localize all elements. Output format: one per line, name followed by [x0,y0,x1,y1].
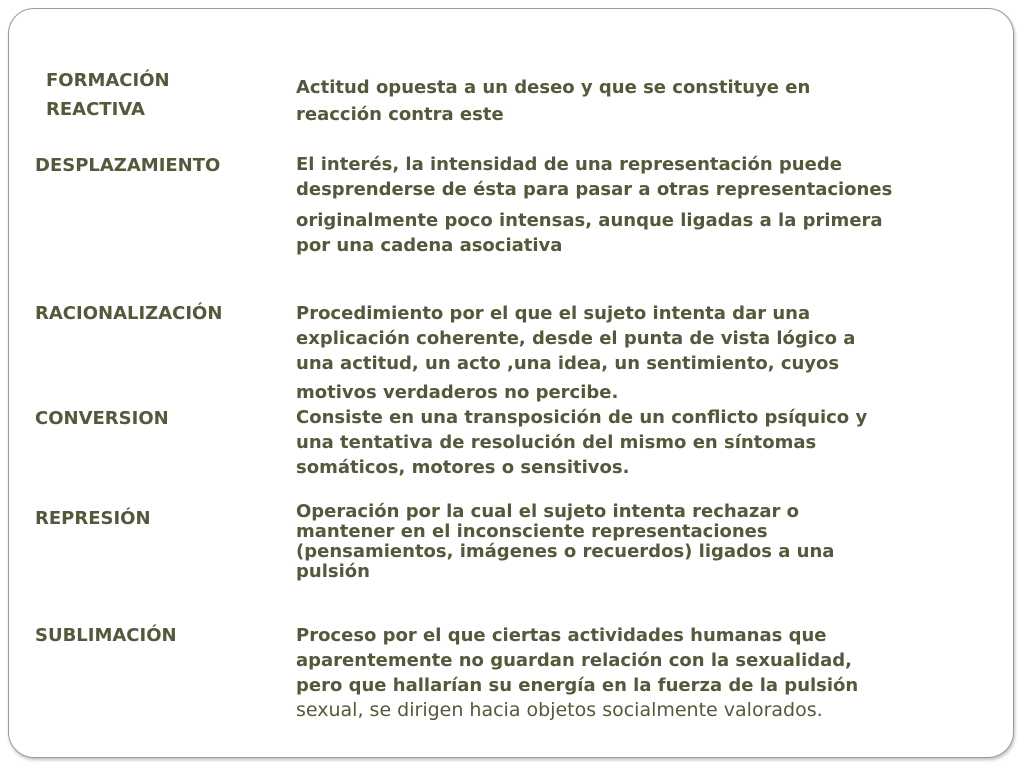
definition-line: El interés, la intensidad de una representación puede [296,154,842,175]
definition-line: reacción contra este [296,104,504,125]
term-conversion [35,404,169,434]
definition-line: pulsión [296,561,370,582]
definition-desplazamiento [296,152,892,258]
term-line: RACIONALIZACIÓN [35,303,223,324]
definition-line: originalmente poco intensas, aunque ligadas a la primera [296,210,883,231]
definition-formacion-reactiva [296,74,810,128]
definition-line: motivos verdaderos no percibe. [296,382,619,403]
definition-line: (pensamientos, imágenes o recuerdos) ligados a una [296,541,835,562]
term-line: SUBLIMACIÓN [35,625,177,646]
definition-line: Proceso por el que ciertas actividades humanas que [296,625,827,646]
term-formacion-reactiva [46,66,170,124]
definition-line: Actitud opuesta a un deseo y que se constituye en [296,77,811,98]
definition-sublimacion [296,623,858,723]
definition-conversion [296,405,867,480]
definition-line: mantener en el inconsciente representaciones [296,521,768,542]
term-line: REACTIVA [46,99,145,120]
definition-line: una actitud, un acto ,una idea, un sentimiento, cuyos [296,353,840,374]
definition-line: Operación por la cual el sujeto intenta rechazar o [296,501,800,522]
term-represion [35,504,151,534]
definition-line: sexual, se dirigen hacia objetos socialmente valorados. [296,699,823,721]
definition-line: aparentemente no guardan relación con la sexualidad, [296,650,853,671]
term-racionalizacion [35,299,222,329]
definition-line: una tentativa de resolución del mismo en síntomas [296,432,817,453]
term-line: REPRESIÓN [35,508,151,529]
definition-line: pero que hallarían su energía en la fuerza de la pulsión [296,675,859,696]
definition-line: explicación coherente, desde el punta de vista lógico a [296,328,856,349]
term-desplazamiento [35,151,220,181]
definition-line: desprenderse de ésta para pasar a otras representaciones [296,179,893,200]
definition-line: por una cadena asociativa [296,235,563,256]
term-line: CONVERSION [35,408,169,429]
definition-line: Procedimiento por el que el sujeto intenta dar una [296,303,811,324]
term-line: DESPLAZAMIENTO [35,155,221,176]
definition-racionalizacion [296,301,855,405]
definition-line: Consiste en una transposición de un conflicto psíquico y [296,407,868,428]
term-sublimacion [35,621,177,651]
definition-represion [296,502,834,582]
term-line: FORMACIÓN [46,70,170,91]
definition-line: somáticos, motores o sensitivos. [296,457,630,478]
